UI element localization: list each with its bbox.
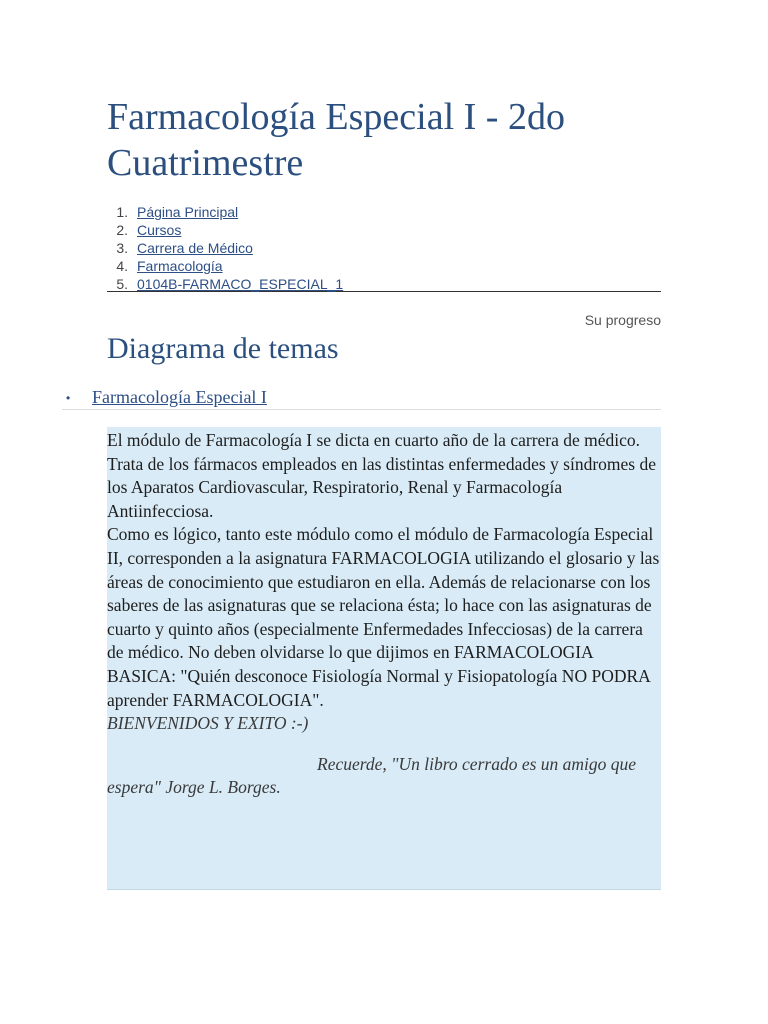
breadcrumb-item-courses — [107, 221, 661, 239]
section-title: Diagrama de temas — [107, 332, 339, 365]
breadcrumb-item-pharmacology — [107, 257, 661, 275]
breadcrumb-item-career — [107, 239, 661, 257]
breadcrumb-link-home[interactable]: Página Principal — [137, 204, 239, 220]
summary-paragraph-intro: El módulo de Farmacología I se dicta en cuarto año de la carrera de médico. Trata de los fármacos empleados en las distintas enfermedades y síndromes de los Aparatos Cardiovascular, Respiratorio, Renal y Farmacología Antiinfecciosa. — [107, 430, 656, 521]
breadcrumb-number: 2. — [116, 222, 128, 238]
breadcrumb-number: 1. — [116, 204, 128, 220]
breadcrumb — [107, 203, 661, 292]
breadcrumb-link-career[interactable]: Carrera de Médico — [137, 240, 253, 256]
page-title: Farmacología Especial I - 2do Cuatrimestre — [107, 96, 565, 184]
topic-link-farmacologia-especial[interactable]: Farmacología Especial I — [92, 387, 267, 407]
breadcrumb-link-course-code[interactable]: 0104B-FARMACO_ESPECIAL_1 — [137, 276, 344, 292]
summary-paragraph-details: Como es lógico, tanto este módulo como el módulo de Farmacología Especial II, corresponden a la asignatura FARMACOLOGIA utilizando el glosario y las áreas de conocimiento que estudiaron en ella. Además de relacionarse con los saberes de las asignaturas que se relaciona ésta; lo hace con las asignaturas de cuarto y quinto años (especialmente Enfermedades Infecciosas) de la carrera de médico. No deben olvidarse lo que dijimos en FARMACOLOGIA BASICA: "Quién desconoce Fisiología Normal y Fisiopatología NO PODRA aprender FARMACOLOGIA". — [107, 524, 660, 710]
breadcrumb-item-home — [107, 203, 661, 221]
breadcrumb-number: 3. — [116, 240, 128, 256]
breadcrumb-number: 5. — [116, 276, 128, 292]
summary-welcome: BIENVENIDOS Y EXITO :-) — [107, 713, 309, 734]
progress-label: Su progreso — [584, 312, 661, 328]
breadcrumb-link-courses[interactable]: Cursos — [137, 222, 182, 238]
breadcrumb-link-pharmacology[interactable]: Farmacología — [137, 258, 223, 274]
breadcrumb-item-course-code — [107, 275, 661, 293]
topic-row — [62, 385, 661, 410]
bullet-icon: • — [66, 391, 71, 405]
summary-quote: Recuerde, "Un libro cerrado es un amigo que espera" Jorge L. Borges. — [107, 753, 637, 798]
breadcrumb-number: 4. — [116, 258, 128, 274]
breadcrumb-list — [107, 203, 661, 293]
topic-summary — [107, 427, 661, 890]
